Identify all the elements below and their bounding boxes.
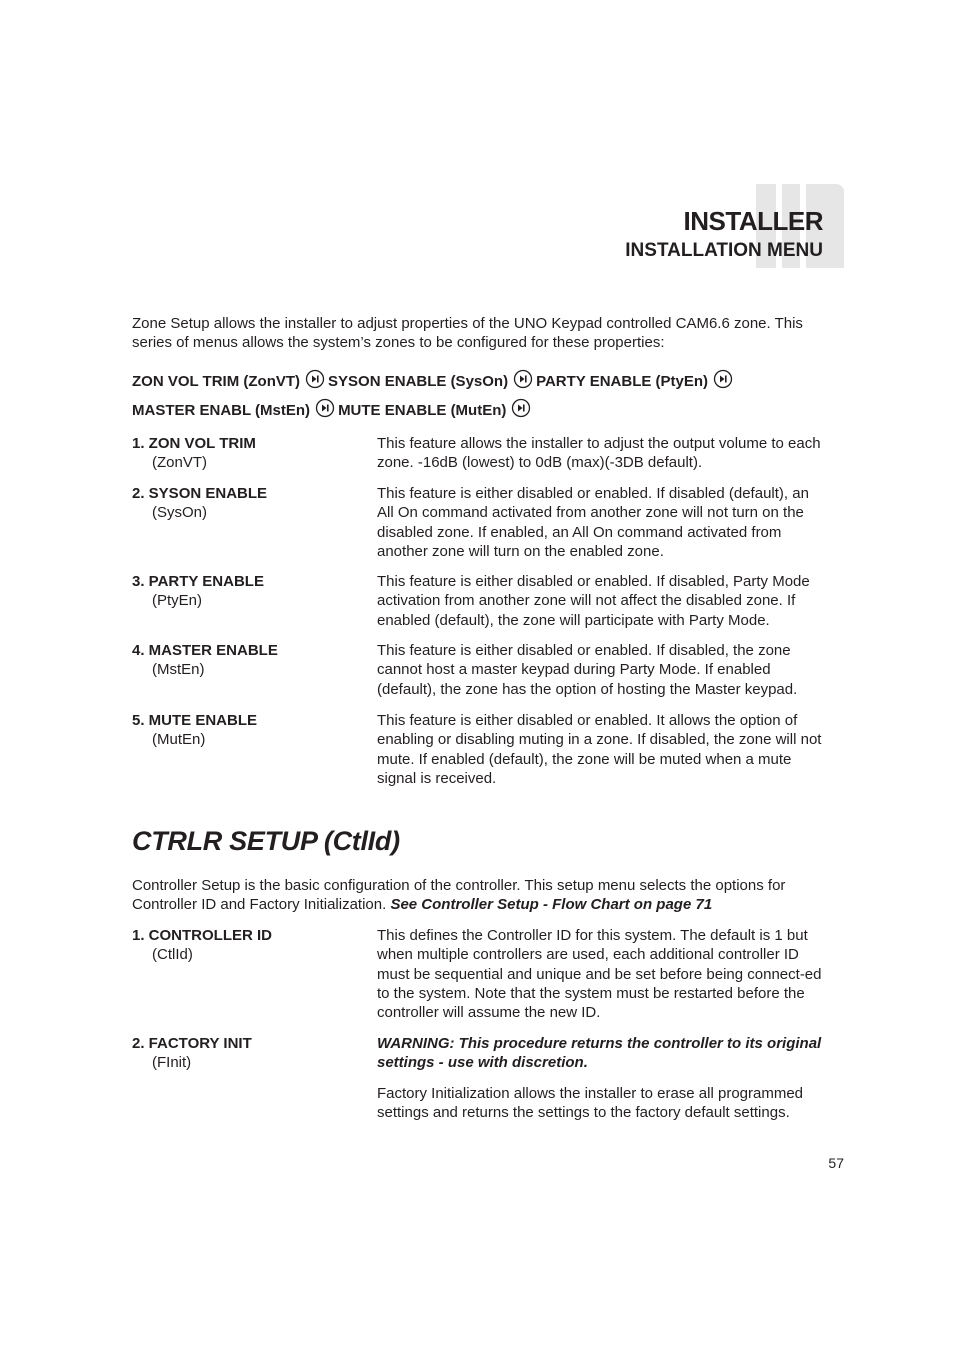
intro-paragraph: Zone Setup allows the installer to adjust properties of the UNO Keypad controlled CAM6.6 zone. This series of menus allows the system’s zones to be configured for these properties: [132, 315, 803, 352]
item-description: This feature is either disabled or enabled. If disabled, the zone cannot host a master keypad during Party Mode. If enabled (default), the zone has the option of hosting the Master keypad. [377, 642, 798, 698]
section-subtitle: INSTALLATION MENU [625, 240, 823, 261]
item-term: 3. PARTY ENABLE [132, 573, 264, 590]
item-description: This feature is either disabled or enabled. If disabled, Party Mode activation from another zone will not affect the disabled zone. If enabled (default), the zone will participate with Party Mode. [377, 573, 810, 629]
next-arrow-icon [513, 369, 533, 389]
item-label [132, 434, 372, 473]
next-arrow-icon [315, 398, 335, 418]
item-label [132, 926, 372, 965]
next-arrow-icon [511, 398, 531, 418]
next-arrow-icon [713, 369, 733, 389]
item-abbreviation: (MstEn) [152, 661, 205, 679]
item-abbreviation: (ZonVT) [152, 454, 208, 472]
item-term: 1. CONTROLLER ID [132, 927, 273, 944]
menu-flow-item: PARTY ENABLE (PtyEn) [536, 373, 709, 391]
item-term: 2. FACTORY INIT [132, 1035, 252, 1052]
zone-item [132, 434, 824, 473]
flow-chart-reference: See Controller Setup - Flow Chart on page 71 [390, 896, 713, 914]
item-label [132, 484, 372, 523]
item-abbreviation: (PtyEn) [152, 592, 203, 610]
item-label [132, 641, 372, 680]
ctrlr-item [132, 1034, 824, 1122]
ctrlr-intro-paragraph [132, 876, 824, 915]
item-term: 1. ZON VOL TRIM [132, 435, 256, 452]
menu-flow-item: ZON VOL TRIM (ZonVT) [132, 373, 301, 391]
item-label [132, 572, 372, 611]
menu-flow-line-1 [132, 371, 832, 393]
menu-flow-item: SYSON ENABLE (SysOn) [328, 373, 509, 391]
item-label [132, 711, 372, 750]
zone-item [132, 572, 824, 630]
next-arrow-icon [305, 369, 325, 389]
item-abbreviation: (CtlId) [152, 946, 193, 964]
menu-flow-line-2 [132, 400, 832, 422]
item-abbreviation: (FInit) [152, 1054, 192, 1072]
item-description: This defines the Controller ID for this system. The default is 1 but when multiple controllers are used, each additional controller ID must be sequential and unique and be set before being connect-ed to the system. Note that the system must be restarted before the controller will assume the new ID. [377, 927, 822, 1022]
item-term: 5. MUTE ENABLE [132, 712, 258, 729]
item-term: 2. SYSON ENABLE [132, 485, 268, 502]
item-description: Factory Initialization allows the installer to erase all programmed settings and returns the settings to the factory default settings. [377, 1084, 804, 1121]
ctrlr-setup-heading: CTRLR SETUP (CtlId) [132, 826, 400, 856]
item-abbreviation: (MutEn) [152, 731, 206, 749]
page-number: 57 [828, 1155, 844, 1171]
item-description: This feature allows the installer to adjust the output volume to each zone. -16dB (lowest) to 0dB (max)(-3DB default). [377, 435, 821, 472]
item-label [132, 1034, 372, 1073]
item-term: 4. MASTER ENABLE [132, 642, 278, 659]
item-description: This feature is either disabled or enabled. It allows the option of enabling or disabling muting in a zone. If disabled, the zone will not mute. If enabled (default), the zone will be muted when a mute signal is received. [377, 712, 822, 787]
menu-flow-item: MUTE ENABLE (MutEn) [338, 402, 507, 420]
section-title: INSTALLER [683, 206, 823, 236]
item-abbreviation: (SysOn) [152, 504, 208, 522]
warning-text: WARNING: This procedure returns the controller to its original settings - use with discretion. [377, 1035, 822, 1072]
item-description: This feature is either disabled or enabled. If disabled (default), an All On command activated from another zone will not turn on the disabled zone. If enabled, an All On command activated from another zone will turn on the enabled zone. [377, 485, 809, 560]
ctrlr-item [132, 926, 824, 1022]
zone-item [132, 641, 824, 699]
zone-item [132, 711, 824, 788]
zone-item [132, 484, 824, 561]
menu-flow-item: MASTER ENABL (MstEn) [132, 402, 311, 420]
ctrlr-intro-text: Controller Setup is the basic configuration of the controller. This setup menu selects the options for Controller ID and Factory Initialization. [132, 877, 786, 914]
